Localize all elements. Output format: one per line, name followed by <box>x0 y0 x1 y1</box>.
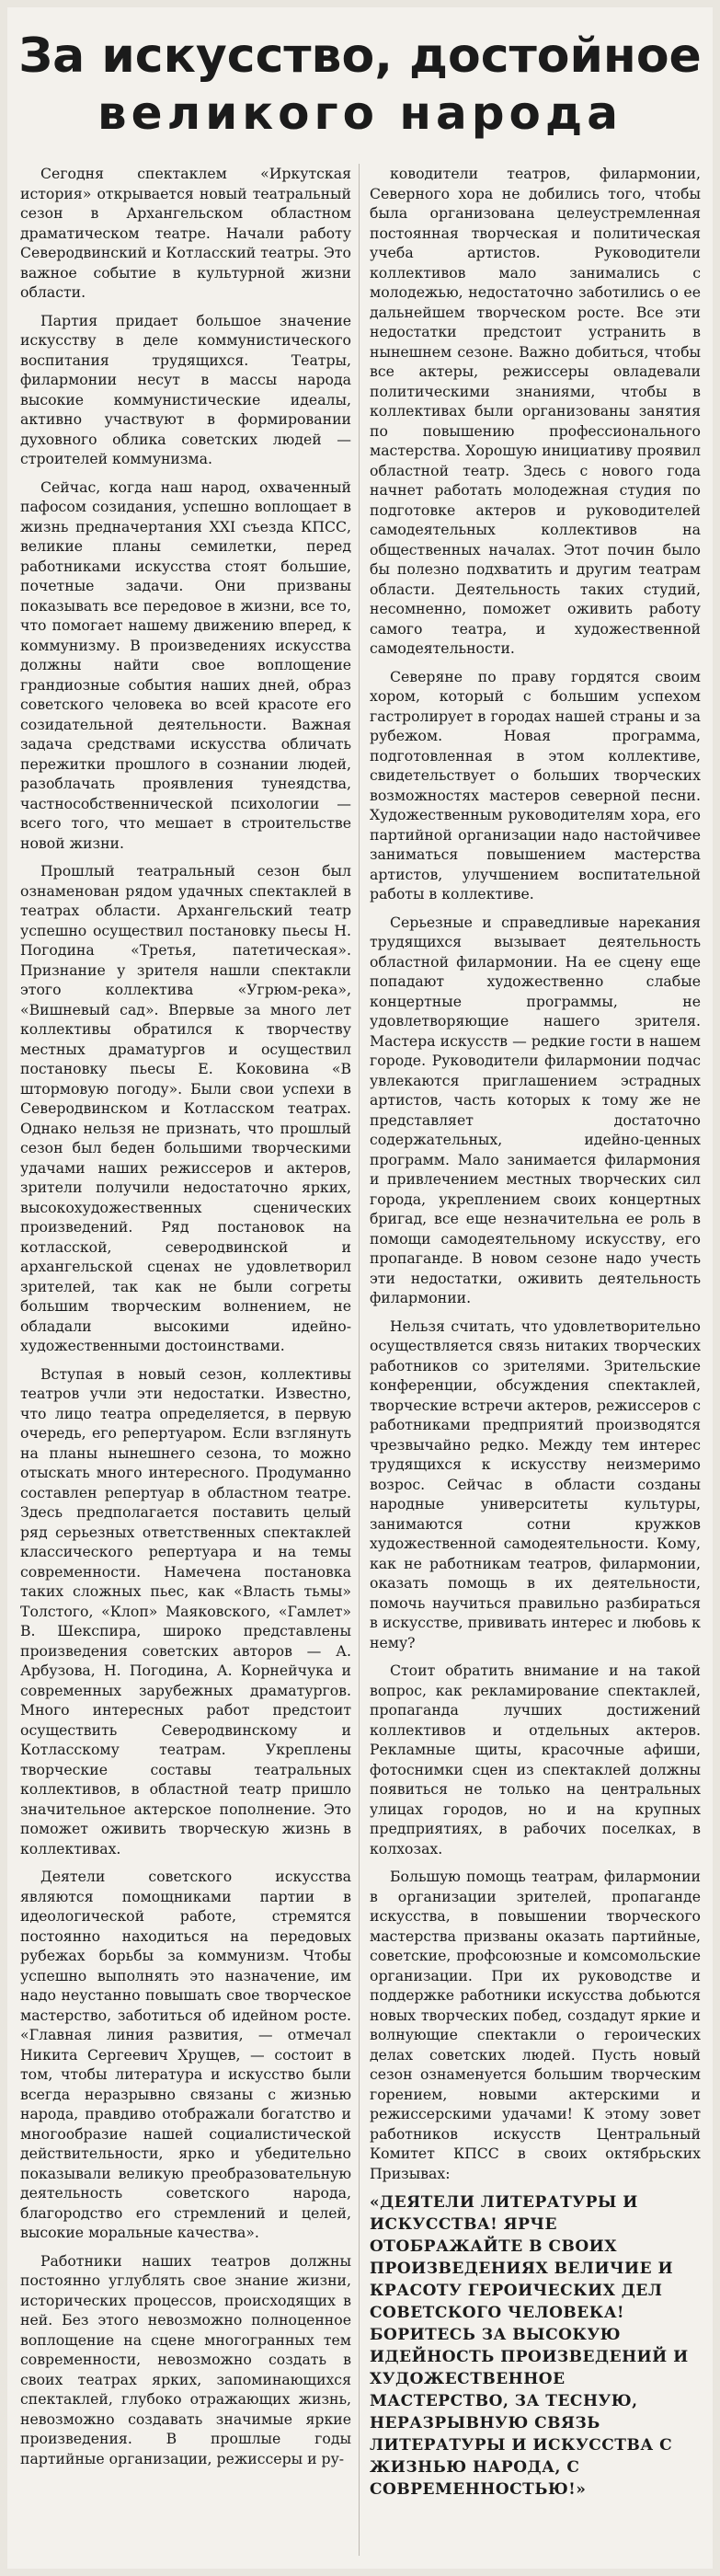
paragraph: ководители театров, филармонии, Северного хора не добились того, чтобы была организована целеустремленная постоянная творческая и политическая учеба артистов. Руководители коллективов мало занимались с молодежью, недостаточно заботились о ее дальнейшем творческом росте. Все эти недостатки предстоит устранить в нынешнем сезоне. Важно добиться, чтобы все актеры, режиссеры овладевали политическими знаниями, чтобы в коллективах были организованы занятия по повышению профессионального мастерства. Хорошую инициативу проявил областной театр. Здесь с нового года начнет работать молодежная студия по подготовке актеров и руководителей самодеятельных коллективов на общественных началах. Этот почин было бы полезно подхватить и другим театрам области. Деятельность таких студий, несомненно, поможет оживить работу самого театра, и художественной самодеятельности. <box>370 165 701 657</box>
paragraph: Сегодня спектаклем «Иркутская история» открывается новый театральный сезон в Архангельском областном драматическом театре. Начали работу Северодвинский и Котласский театры. Это важное событие в культурной жизни области. <box>20 165 351 301</box>
paragraph: Большую помощь театрам, филармонии в организации зрителей, пропаганде искусства, в повышении творческого мастерства призваны оказать партийные, советские, профсоюзные и комсомольские организации. При их руководстве и поддержке работники искусства добьются новых творческих побед, создадут яркие и волнующие спектакли о героических делах советских людей. Пусть новый сезон ознаменуется большим творческим горением, новыми актерскими и режиссерскими удачами! К этому зовет работников искусств Центральный Комитет КПСС в своих октябрьских Призывах: <box>370 1868 701 2182</box>
paragraph: Партия придает большое значение искусству в деле коммунистического воспитания трудящихся. Театры, филармонии несут в массы народа высокие коммунистические идеалы, активно участвуют в формировании духовного облика советских людей — строителей коммунизма. <box>20 311 351 467</box>
paragraph: Стоит обратить внимание и на такой вопрос, как рекламирование спектаклей, пропаганда лучших достижений коллективов и отдельных актеров. Рекламные щиты, красочные афиши, фотоснимки сцен из спектаклей должны появиться не только на центральных улицах городов, но и на крупных предприятиях, в рабочих поселках, в колхозах. <box>370 1662 701 1857</box>
newspaper-page <box>7 7 713 2569</box>
column-left <box>20 164 360 2556</box>
column-right <box>364 164 701 2556</box>
headline-line-2: великого народа <box>97 86 623 140</box>
paragraph: Прошлый театральный сезон был ознаменован рядом удачных спектаклей в театрах области. Архангельский театр успешно осуществил постановку пьесы Н. Погодина «Третья, патетическая». Признание у зрителя нашли спектакли этого коллектива «Угрюм-река», «Вишневый сад». Впервые за много лет коллективы обратился к творчеству местных драматургов и осуществил постановку пьесы Е. Коковина «В штормовую погоду». Были свои успехи в Северодвинском и Котласском театрах. Однако нельзя не признать, что прошлый сезон был беден большими творческими удачами наших режиссеров и актеров, зрители получили недостаточно ярких, высокохудожественных сценических произведений. Ряд постановок на котласской, северодвинской и архангельской сценах не удовлетворил зрителей, так как не были согреты большим творческим волнением, не обладали высокими идейно-художественными достоинствами. <box>20 862 351 1354</box>
paragraph: Северяне по праву гордятся своим хором, который с большим успехом гастролирует в городах нашей страны и за рубежом. Новая программа, подготовленная в этом коллективе, свидетельствует о больших творческих возможностях мастеров северной песни. Художественным руководителям хора, его партийной организации надо настойчивее заниматься повышением мастерства артистов, улучшением воспитательной работы в коллективе. <box>370 667 701 903</box>
paragraph: Деятели советского искусства являются помощниками партии в идеологической работе, стремятся постоянно находиться на передовых рубежах борьбы за коммунизм. Чтобы успешно выполнять это назначение, им надо неустанно повышать свое творческое мастерство, заботиться об идейном росте. «Главная линия развития, — отмечал Никита Сергеевич Хрущев, — состоит в том, чтобы литература и искусство были всегда неразрывно связаны с жизнью народа, правдиво отображали богатство и многообразие нашей социалистической действительности, ярко и убедительно показывали великую преобразовательную деятельность советского народа, благородство его стремлений и целей, высокие моральные качества». <box>20 1868 351 2241</box>
paragraph: Нельзя считать, что удовлетворительно осуществляется связь нитаких творческих работников со зрителями. Зрительские конференции, обсуждения спектаклей, творческие встречи актеров, режиссеров с работниками предприятий производятся чрезвычайно редко. Между тем интерес трудящихся к искусству неизмеримо возрос. Сейчас в области созданы народные университеты культуры, занимаются сотни кружков художественной самодеятельности. Кому, как не работникам театров, филармонии, оказать помощь в их деятельности, помочь научиться правильно разбираться в искусстве, прививать интерес и любовь к нему? <box>370 1317 701 1651</box>
headline-line-1: За искусство, достойное <box>18 29 702 84</box>
paragraph: Сейчас, когда наш народ, охваченный пафосом созидания, успешно воплощает в жизнь предначертания XXI съезда КПСС, великие планы семилетки, перед работниками искусства стоят большие, почетные задачи. Они призваны показывать все передовое в жизни, все то, что помогает нашему движению вперед, к коммунизму. В произведениях искусства должны найти свое воплощение грандиозные события наших дней, образ советского человека во всей красоте его созидательной деятельности. Важная задача средствами искусства обличать пережитки прошлого в сознании людей, разоблачать проявления тунеядства, частнособственнической психологии — всего того, что мешает в строительстве новой жизни. <box>20 477 351 852</box>
headline <box>7 7 713 155</box>
paragraph: Работники наших театров должны постоянно углублять свое знание жизни, исторических процессов, происходящих в ней. Без этого невозможно полноценное воплощение на сцене многогранных тем современности, невозможно создать в своих театрах ярких, запоминающихся спектаклей, глубоко отражающих жизнь, невозможно создавать значимые яркие произведения. В прошлые годы партийные организации, режиссеры и ру- <box>20 2251 351 2467</box>
paragraph: Вступая в новый сезон, коллективы театров учли эти недостатки. Известно, что лицо театра определяется, в первую очередь, его репертуаром. Если взглянуть на планы нынешнего сезона, то можно отыскать много интересного. Продуманно составлен репертуар в областном театре. Здесь предполагается поставить целый ряд серьезных ответственных спектаклей классического репертуара и на темы современности. Намечена постановка таких сложных пьес, как «Власть тьмы» Толстого, «Клоп» Маяковского, «Гамлет» В. Шекспира, широко представлены произведения советских авторов — А. Арбузова, Н. Погодина, А. Корнейчука и современных зарубежных драматургов. Много интересных работ предстоит осуществить Северодвинскому и Котласскому театрам. Укреплены творческие составы театральных коллективов, в областной театр пришло значительное актерское пополнение. Это поможет оживить творческую жизнь в коллективах. <box>20 1364 351 1857</box>
article-columns <box>20 164 701 2556</box>
slogan-quote: «ДЕЯТЕЛИ ЛИТЕРАТУРЫ И ИСКУССТВА! ЯРЧЕ ОТОБРАЖАЙТЕ В СВОИХ ПРОИЗВЕДЕНИЯХ ВЕЛИЧИЕ И КРАСОТУ ГЕРОИЧЕСКИХ ДЕЛ СОВЕТСКОГО ЧЕЛОВЕКА! БОРИТЕСЬ ЗА ВЫСОКУЮ ИДЕЙНОСТЬ ПРОИЗВЕДЕНИЙ И ХУДОЖЕСТВЕННОЕ МАСТЕРСТВО, ЗА ТЕСНУЮ, НЕРАЗРЫВНУЮ СВЯЗЬ ЛИТЕРАТУРЫ И ИСКУССТВА С ЖИЗНЬЮ НАРОДА, С СОВРЕМЕННОСТЬЮ!» <box>370 2193 689 2499</box>
paragraph: Серьезные и справедливые нарекания трудящихся вызывает деятельность областной филармонии. На ее сцену еще попадают художественно слабые концертные программы, не удовлетворяющие нашего зрителя. Мастера искусств — редкие гости в нашем городе. Руководители филармонии подчас увлекаются приглашением эстрадных артистов, часть которых к тому же не представляет достаточно содержательных, идейно-ценных программ. Мало занимается филармония и привлечением местных творческих сил города, укреплением своих концертных бригад, все еще незначительна ее роль в помощи самодеятельному искусству, его пропаганде. В новом сезоне надо учесть эти недостатки, оживить деятельность филармонии. <box>370 913 701 1306</box>
